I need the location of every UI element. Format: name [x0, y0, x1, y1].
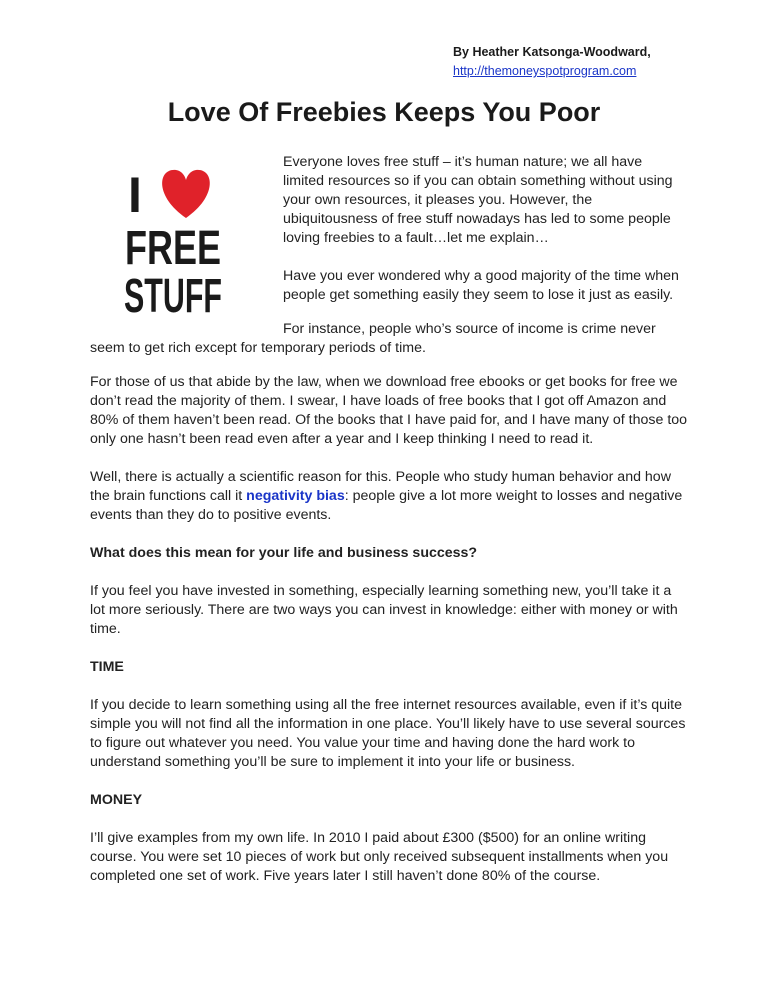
byline — [453, 43, 753, 81]
time-paragraph: If you decide to learn something using all the free internet resources available, even if it’s quite simple you will not find all the information in one place. You’ll likely have to use several sources to figure out whatever you need. You value your time and having done the hard work to understand something you’ll be sure to implement it into your life or business. — [90, 697, 686, 770]
crime-paragraph: For instance, people who’s source of income is crime never seem to get rich except for temporary periods of time. — [90, 321, 656, 356]
logo-letter-i: I — [128, 167, 142, 223]
i-love-free-stuff-logo — [118, 160, 228, 330]
invest-paragraph: If you feel you have invested in something, especially learning something new, you’ll take it a lot more seriously. There are two ways you can invest in knowledge: either with money or with time. — [90, 583, 678, 637]
intro-section — [283, 153, 683, 324]
meaning-heading: What does this mean for your life and business success? — [90, 545, 478, 561]
logo-word-stuff: STUFF — [124, 270, 222, 323]
intro-paragraph-2: Have you ever wondered why a good majority of the time when people get something easily they seem to lose it just as easily. — [283, 268, 679, 303]
author-name: By Heather Katsonga-Woodward, — [453, 45, 651, 59]
article-body — [90, 373, 690, 905]
author-website-link[interactable]: http://themoneyspotprogram.com — [453, 64, 637, 78]
time-heading: TIME — [90, 659, 124, 675]
logo-word-free: FREE — [125, 222, 221, 275]
article-title: Love Of Freebies Keeps You Poor — [167, 97, 601, 127]
money-heading: MONEY — [90, 792, 143, 808]
heart-icon — [162, 170, 210, 218]
books-paragraph: For those of us that abide by the law, when we download free ebooks or get books for free we don’t read the majority of them. I swear, I have loads of free books that I got off Amazon and 80% of them haven’t been read. Of the books that I have paid for, and I have many of those too only one hasn’t been read even after a year and I keep thinking I need to read it. — [90, 374, 688, 447]
money-paragraph: I’ll give examples from my own life. In 2010 I paid about £300 ($500) for an online writing course. You were set 10 pieces of work but only received subsequent installments when you completed one set of work. Five years later I still haven’t done 80% of the course. — [90, 830, 669, 884]
science-text-before: Well, there is actually a scientific reason for this. People who study human behavior and how the brain functions call it — [90, 469, 671, 504]
intro-paragraph-1: Everyone loves free stuff – it’s human nature; we all have limited resources so if you can obtain something without using your own resources, it pleases you. However, the ubiquitousness of free stuff nowadays has led to some people loving freebies to a fault…let me explain… — [283, 154, 673, 246]
negativity-bias-link[interactable]: negativity bias — [246, 488, 345, 504]
science-paragraph — [90, 468, 690, 525]
science-text-after: : people give a lot more weight to losses and negative events than they do to positive events. — [90, 488, 683, 523]
